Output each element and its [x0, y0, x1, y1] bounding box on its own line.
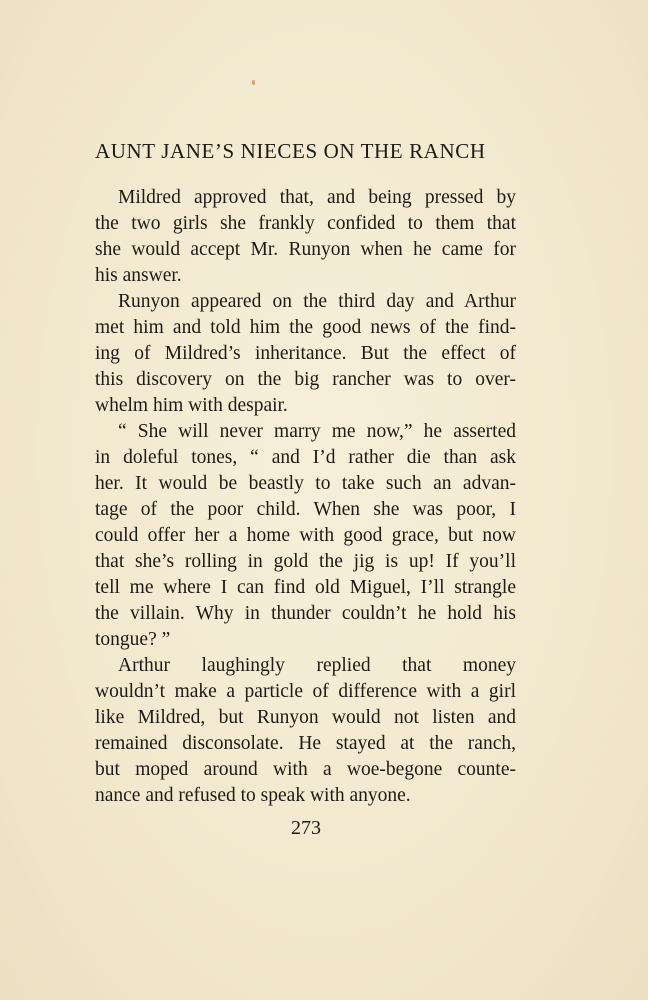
text-line: tell me where I can find old Miguel, I’ll strangle	[95, 577, 516, 598]
text-line: wouldn’t make a particle of difference with a girl	[95, 681, 516, 702]
text-line: Mildred approved that, and being pressed by	[118, 187, 516, 208]
text-line: remained disconsolate. He stayed at the ranch,	[95, 733, 516, 754]
ink-speck	[252, 80, 255, 85]
text-line: his answer.	[95, 265, 182, 286]
text-line: “ She will never marry me now,” he asserted	[118, 421, 516, 442]
text-line: this discovery on the big rancher was to over-	[95, 369, 516, 390]
text-line: that she’s rolling in gold the jig is up! If you’ll	[95, 551, 516, 572]
text-line: met him and told him the good news of the find-	[95, 317, 516, 338]
text-line: but moped around with a woe-begone counte-	[95, 759, 516, 780]
text-line: in doleful tones, “ and I’d rather die than ask	[95, 447, 516, 468]
text-line: ing of Mildred’s inheritance. But the effect of	[95, 343, 516, 364]
text-line: could offer her a home with good grace, but now	[95, 525, 516, 546]
running-head: AUNT JANE’S NIECES ON THE RANCH	[95, 139, 486, 163]
text-line: Runyon appeared on the third day and Arthur	[118, 291, 516, 312]
text-line: whelm him with despair.	[95, 395, 288, 416]
text-line: nance and refused to speak with anyone.	[95, 785, 411, 806]
text-line: Arthur laughingly replied that money	[118, 655, 516, 676]
text-line: the two girls she frankly confided to them that	[95, 213, 516, 234]
text-line: the villain. Why in thunder couldn’t he hold his	[95, 603, 516, 624]
text-line: tage of the poor child. When she was poor, I	[95, 499, 516, 520]
text-line: like Mildred, but Runyon would not listen and	[95, 707, 516, 728]
page-number: 273	[291, 817, 321, 839]
text-line: tongue? ”	[95, 629, 171, 650]
text-line: her. It would be beastly to take such an advan-	[95, 473, 516, 494]
text-line: she would accept Mr. Runyon when he came for	[95, 239, 516, 260]
